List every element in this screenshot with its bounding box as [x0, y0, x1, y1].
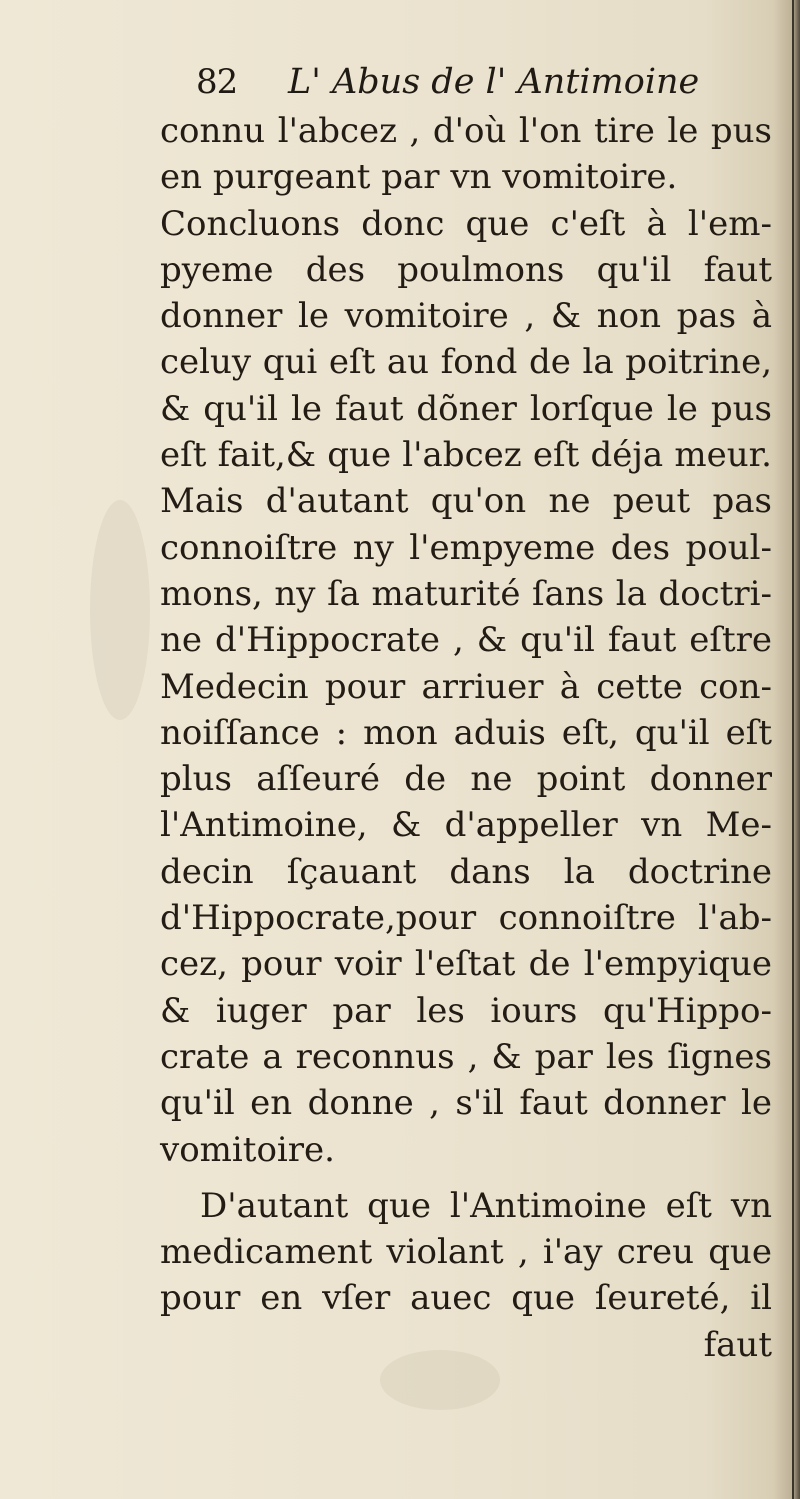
text-line: connu l'abcez , d'où l'on tire le pus [160, 111, 772, 151]
page-edge [792, 0, 794, 1499]
text-line: pour en vſer auec que ſeureté, il [160, 1278, 772, 1319]
catchword: faut [703, 1324, 772, 1365]
text-line: D'autant que l'Antimoine eſt vn [200, 1185, 772, 1226]
text-line: crate a reconnus , & par les ſignes [160, 1036, 772, 1077]
text-line: Medecin pour arriuer à cette con- [160, 666, 772, 707]
text-line: qu'il en donne , s'il faut donner le [160, 1083, 772, 1124]
page-number: 82 [196, 62, 238, 102]
text-line: & qu'il le faut dõner lorſque le pus [160, 388, 772, 429]
text-line: Mais d'autant qu'on ne peut pas [160, 481, 772, 522]
text-line: donner le vomitoire , & non pas à [160, 296, 772, 337]
text-line: Concluons donc que c'eſt à l'em- [160, 203, 772, 244]
text-line: cez, pour voir l'eſtat de l'empyique [160, 944, 772, 985]
text-line: celuy qui eſt au fond de la poitrine, [160, 342, 772, 383]
text-line: plus aſſeuré de ne point donner [160, 759, 772, 800]
body-text [160, 108, 772, 1368]
text-line: medicament violant , i'ay creu que [160, 1232, 772, 1273]
text-line: connoiſtre ny l'empyeme des poul- [160, 527, 772, 568]
page-stain [90, 500, 150, 720]
text-line: vomitoire. [160, 1129, 335, 1170]
text-line: en purgeant par vn vomitoire. [160, 157, 678, 198]
running-head: L' Abus de l' Antimoine [288, 62, 700, 102]
text-line: mons, ny ſa maturité ſans la doctri- [160, 573, 772, 614]
text-line: decin ſçauant dans la doctrine [160, 851, 772, 892]
text-line: d'Hippocrate,pour connoiſtre l'ab- [160, 898, 772, 939]
page-edge-shadow [774, 0, 800, 1499]
text-line: l'Antimoine, & d'appeller vn Me- [160, 805, 772, 846]
text-line: eſt fait,& que l'abcez eſt déja meur. [160, 435, 772, 476]
text-line: noiſſance : mon aduis eſt, qu'il eſt [160, 712, 772, 753]
text-line: pyeme des poulmons qu'il faut [160, 249, 772, 290]
text-line: & iuger par les iours qu'Hippo- [160, 990, 772, 1031]
text-line: ne d'Hippocrate , & qu'il faut eſtre [160, 620, 772, 661]
